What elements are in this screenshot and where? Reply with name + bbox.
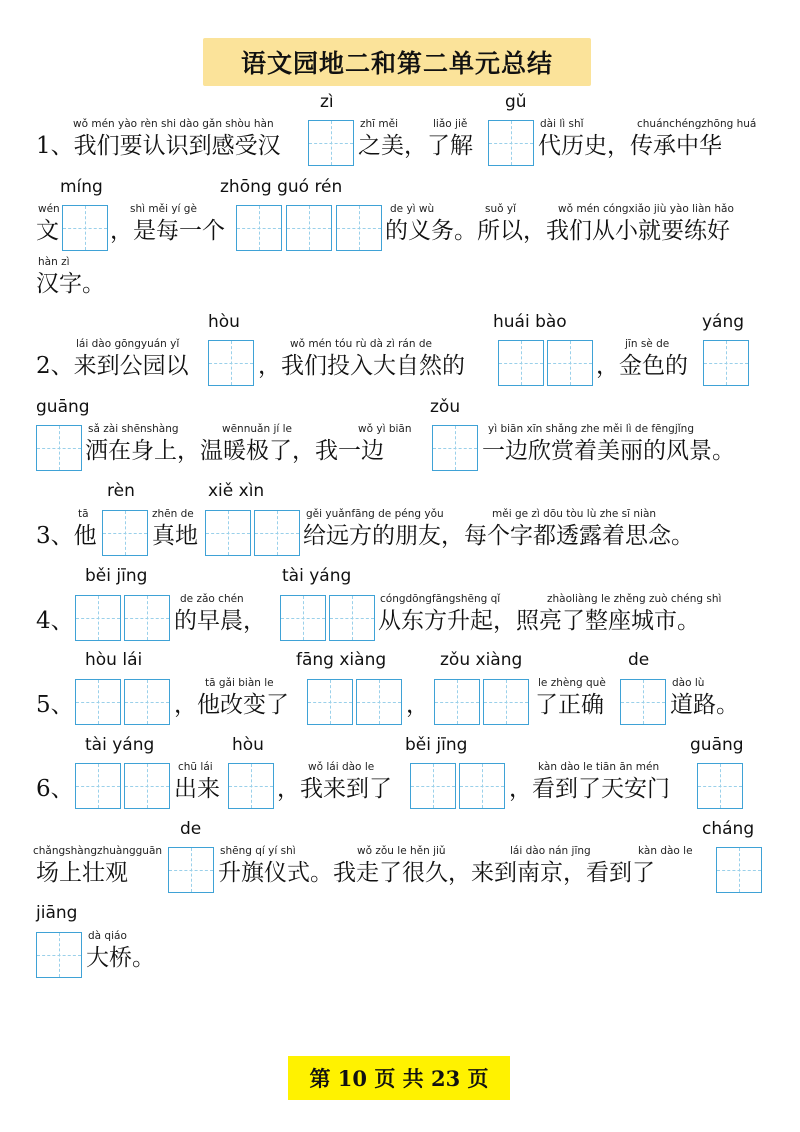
sentence-text: 代历史，传承中华 — [538, 133, 722, 159]
answer-pinyin: hòu — [208, 312, 240, 332]
pinyin-annotation: dài lì shǐ — [540, 118, 584, 130]
pinyin-annotation: zhī měi — [360, 118, 399, 130]
pinyin-annotation: de zǎo chén — [180, 593, 244, 605]
answer-pinyin: cháng — [702, 819, 755, 839]
answer-box[interactable] — [488, 120, 534, 166]
sentence-text: 从东方升起，照亮了整座城市。 — [378, 608, 700, 634]
answer-box[interactable] — [547, 340, 593, 386]
answer-box[interactable] — [36, 932, 82, 978]
pinyin-annotation: wǒ zǒu le hěn jiǔ — [357, 845, 446, 857]
answer-pinyin: míng — [60, 177, 103, 197]
pinyin-annotation: wǒ mén tóu rù dà zì rán de — [290, 338, 432, 350]
sentence-text: ，我们投入大自然的 — [258, 353, 465, 379]
answer-pinyin: de — [628, 650, 650, 670]
pinyin-annotation: dà qiáo — [88, 930, 127, 942]
page-number: 第 10 页 共 23 页 — [288, 1056, 510, 1100]
answer-pinyin: jiāng — [36, 903, 78, 923]
pinyin-annotation: cóngdōngfāngshēng qǐ — [380, 593, 501, 605]
pinyin-annotation: zhàoliàng le zhěng zuò chéng shì — [547, 593, 722, 605]
pinyin-annotation: zhēn de — [152, 508, 194, 520]
page-title: 语文园地二和第二单元总结 — [203, 38, 591, 86]
answer-box[interactable] — [356, 679, 402, 725]
pinyin-annotation: suǒ yǐ — [485, 203, 517, 215]
answer-pinyin: běi jīng — [85, 566, 148, 586]
pinyin-annotation: kàn dào le tiān ān mén — [538, 761, 660, 773]
sentence-text: ，他改变了 — [174, 692, 289, 718]
answer-box[interactable] — [280, 595, 326, 641]
sentence-text: 给远方的朋友，每个字都透露着思念。 — [303, 523, 694, 549]
answer-box[interactable] — [307, 679, 353, 725]
answer-box[interactable] — [75, 763, 121, 809]
answer-pinyin: yáng — [702, 312, 745, 332]
answer-box[interactable] — [228, 763, 274, 809]
pinyin-annotation: hàn zì — [38, 256, 70, 268]
pinyin-annotation: lái dào gōngyuán yǐ — [76, 338, 180, 350]
answer-box[interactable] — [124, 595, 170, 641]
sentence-text: 之美，了解 — [358, 133, 473, 159]
pinyin-annotation: wǒ lái dào le — [308, 761, 375, 773]
answer-box[interactable] — [62, 205, 108, 251]
answer-pinyin: de — [180, 819, 202, 839]
sentence-text: 文 — [36, 218, 59, 244]
answer-pinyin: gǔ — [505, 92, 527, 112]
sentence-text: 了正确 — [535, 692, 604, 718]
pinyin-annotation: měi ge zì dōu tòu lù zhe sī niàn — [492, 508, 657, 520]
answer-pinyin: tài yáng — [282, 566, 352, 586]
sentence-text: 的义务。所以，我们从小就要练好 — [385, 218, 730, 244]
pinyin-annotation: sǎ zài shēnshàng — [88, 423, 179, 435]
pinyin-annotation: tā gǎi biàn le — [205, 677, 274, 689]
answer-box[interactable] — [236, 205, 282, 251]
answer-box[interactable] — [432, 425, 478, 471]
answer-box[interactable] — [308, 120, 354, 166]
answer-box[interactable] — [208, 340, 254, 386]
answer-pinyin: xiě xìn — [208, 481, 265, 501]
sentence-text: ，看到了天安门 — [509, 776, 670, 802]
pinyin-annotation: wǒ mén cóngxiǎo jiù yào liàn hǎo — [558, 203, 734, 215]
pinyin-annotation: jīn sè de — [625, 338, 670, 350]
answer-box[interactable] — [716, 847, 762, 893]
answer-pinyin: rèn — [107, 481, 135, 501]
answer-pinyin: zhōng guó rén — [220, 177, 343, 197]
pinyin-annotation: shì měi yí gè — [130, 203, 197, 215]
answer-box[interactable] — [703, 340, 749, 386]
pinyin-annotation: liǎo jiě — [433, 118, 468, 130]
answer-box[interactable] — [286, 205, 332, 251]
answer-box[interactable] — [168, 847, 214, 893]
pinyin-annotation: wǒ mén yào rèn shi dào gǎn shòu hàn — [73, 118, 274, 130]
sentence-text: 4、 — [36, 608, 74, 634]
answer-box[interactable] — [75, 595, 121, 641]
answer-box[interactable] — [697, 763, 743, 809]
pinyin-annotation: wén — [38, 203, 60, 215]
sentence-text: 1、我们要认识到感受汉 — [36, 133, 281, 159]
answer-pinyin: hòu — [232, 735, 264, 755]
answer-box[interactable] — [483, 679, 529, 725]
sentence-text: ，是每一个 — [110, 218, 225, 244]
sentence-text: 汉字。 — [36, 271, 105, 297]
sentence-text: ， — [406, 692, 429, 718]
pinyin-annotation: yì biān xīn shǎng zhe měi lì de fēngjǐng — [488, 423, 694, 435]
answer-box[interactable] — [254, 510, 300, 556]
sentence-text: ，我来到了 — [277, 776, 392, 802]
sentence-text: 大桥。 — [86, 945, 155, 971]
answer-box[interactable] — [205, 510, 251, 556]
answer-pinyin: zǒu — [430, 397, 461, 417]
answer-box[interactable] — [329, 595, 375, 641]
sentence-text: 的早晨， — [174, 608, 266, 634]
answer-pinyin: guāng — [690, 735, 744, 755]
answer-pinyin: zì — [320, 92, 334, 112]
sentence-text: 真地 — [152, 523, 198, 549]
answer-box[interactable] — [434, 679, 480, 725]
sentence-text: 2、来到公园以 — [36, 353, 189, 379]
answer-pinyin: zǒu xiàng — [440, 650, 523, 670]
pinyin-annotation: dào lù — [672, 677, 705, 689]
sentence-text: ，金色的 — [596, 353, 688, 379]
pinyin-annotation: chū lái — [178, 761, 213, 773]
answer-box[interactable] — [124, 763, 170, 809]
pinyin-annotation: gěi yuǎnfāng de péng yǒu — [306, 508, 444, 520]
pinyin-annotation: wēnnuǎn jí le — [222, 423, 292, 435]
pinyin-annotation: wǒ yì biān — [358, 423, 412, 435]
answer-pinyin: hòu lái — [85, 650, 143, 670]
pinyin-annotation: kàn dào le — [638, 845, 693, 857]
answer-box[interactable] — [498, 340, 544, 386]
answer-pinyin: fāng xiàng — [296, 650, 387, 670]
sentence-text: 出来 — [174, 776, 220, 802]
sentence-text: 场上壮观 — [36, 860, 128, 886]
sentence-text: 洒在身上，温暖极了，我一边 — [85, 438, 384, 464]
pinyin-annotation: tā — [78, 508, 89, 520]
sentence-text: 升旗仪式。我走了很久，来到南京，看到了 — [218, 860, 655, 886]
answer-box[interactable] — [36, 425, 82, 471]
answer-box[interactable] — [124, 679, 170, 725]
pinyin-annotation: lái dào nán jīng — [510, 845, 591, 857]
sentence-text: 6、 — [36, 776, 74, 802]
sentence-text: 道路。 — [670, 692, 739, 718]
answer-pinyin: huái bào — [493, 312, 567, 332]
pinyin-annotation: chǎngshàngzhuàngguān — [33, 845, 163, 857]
answer-box[interactable] — [336, 205, 382, 251]
sentence-text: 5、 — [36, 692, 74, 718]
answer-box[interactable] — [620, 679, 666, 725]
answer-box[interactable] — [459, 763, 505, 809]
answer-box[interactable] — [75, 679, 121, 725]
answer-pinyin: guāng — [36, 397, 90, 417]
sentence-text: 3、他 — [36, 523, 97, 549]
answer-box[interactable] — [410, 763, 456, 809]
answer-pinyin: tài yáng — [85, 735, 155, 755]
sentence-text: 一边欣赏着美丽的风景。 — [482, 438, 735, 464]
pinyin-annotation: chuánchéngzhōng huá — [637, 118, 757, 130]
pinyin-annotation: shēng qí yí shì — [220, 845, 296, 857]
pinyin-annotation: de yì wù — [390, 203, 435, 215]
answer-box[interactable] — [102, 510, 148, 556]
pinyin-annotation: le zhèng què — [538, 677, 606, 689]
answer-pinyin: běi jīng — [405, 735, 468, 755]
